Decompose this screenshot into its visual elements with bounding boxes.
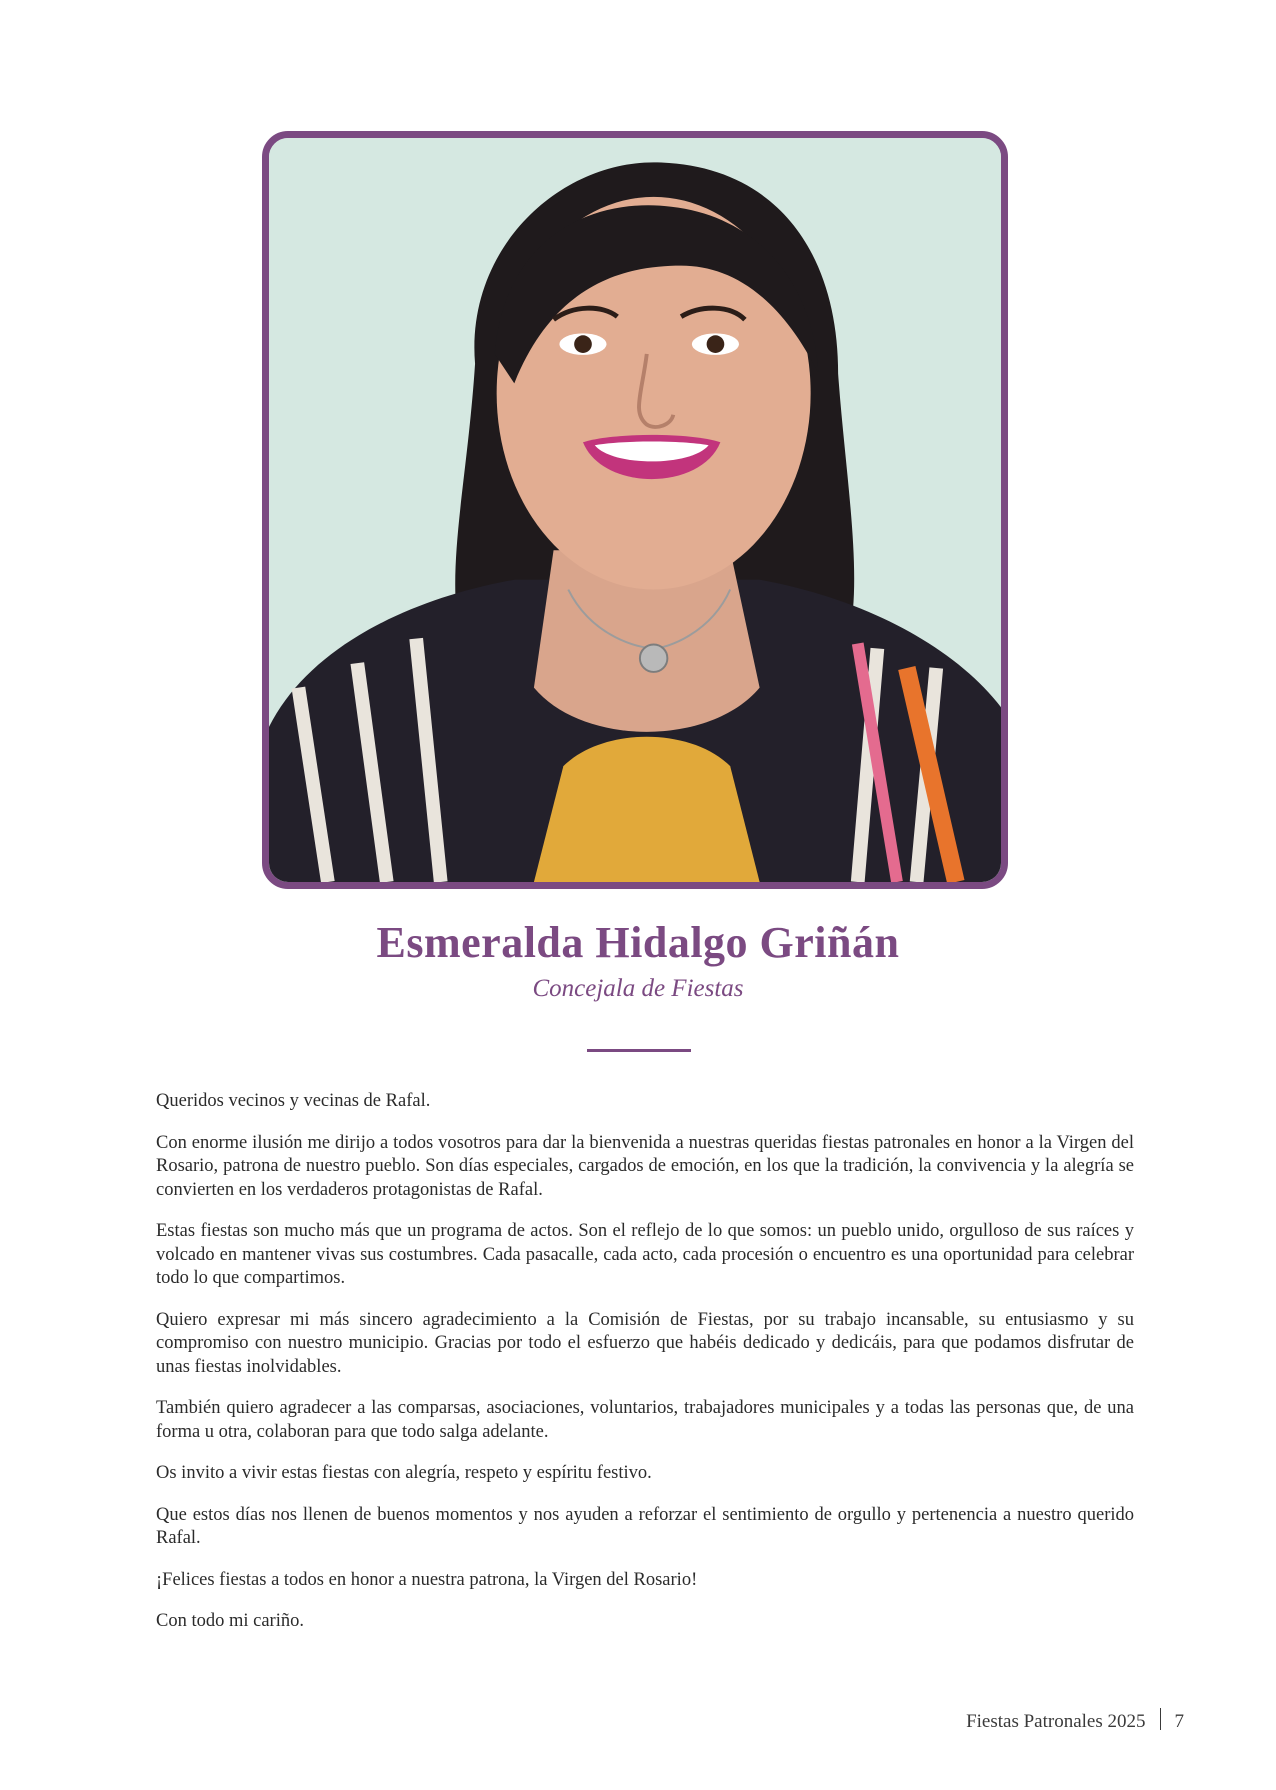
letter-paragraph: Con todo mi cariño. (156, 1611, 304, 1631)
letter-paragraph: ¡Felices fiestas a todos en honor a nuestra patrona, la Virgen del Rosario! (156, 1569, 698, 1590)
letter-paragraph: También quiero agradecer a las comparsas, asociaciones, voluntarios, trabajadores municipales y a todas las personas que, de una forma u otra, colaboran para que todo salga adelante. (156, 1398, 1134, 1442)
letter-paragraph: Quiero expresar mi más sincero agradecimiento a la Comisión de Fiestas, por su trabajo incansable, su entusiasmo y su compromiso con nuestro municipio. Gracias por todo el esfuerzo que habéis dedicado y dedicáis, para que podamos disfrutar de unas fiestas inolvidables. (156, 1309, 1134, 1377)
letter-paragraph: Queridos vecinos y vecinas de Rafal. (156, 1091, 431, 1111)
person-role: Concejala de Fiestas (532, 975, 744, 1002)
footer-separator (1160, 1708, 1161, 1730)
portrait-photo (262, 131, 1008, 889)
letter-paragraph: Que estos días nos llenen de buenos momentos y nos ayuden a reforzar el sentimiento de orgullo y pertenencia a nuestro querido Rafal. (156, 1504, 1134, 1548)
page-footer (966, 1708, 1184, 1733)
publication-title: Fiestas Patronales 2025 (966, 1711, 1146, 1732)
letter-body (156, 1090, 1134, 1652)
letter-paragraph: Con enorme ilusión me dirijo a todos vosotros para dar la bienvenida a nuestras queridas fiestas patronales en honor a la Virgen del Rosario, patrona de nuestro pueblo. Son días especiales, cargados de emoción, en los que la tradición, la convivencia y la alegría se convierten en los verdaderos protagonistas de Rafal. (156, 1132, 1134, 1200)
letter-paragraph: Os invito a vivir estas fiestas con alegría, respeto y espíritu festivo. (156, 1463, 652, 1483)
page-number: 7 (1174, 1711, 1184, 1732)
person-name: Esmeralda Hidalgo Griñán (376, 918, 900, 967)
letter-paragraph: Estas fiestas son mucho más que un programa de actos. Son el reflejo de lo que somos: un pueblo unido, orgulloso de sus raíces y volcado en mantener vivas sus costumbres. Cada pasacalle, cada acto, cada procesión o encuentro es una oportunidad para celebrar todo lo que compartimos. (156, 1221, 1134, 1288)
title-divider (587, 1049, 691, 1052)
portrait-illustration (269, 138, 1001, 882)
